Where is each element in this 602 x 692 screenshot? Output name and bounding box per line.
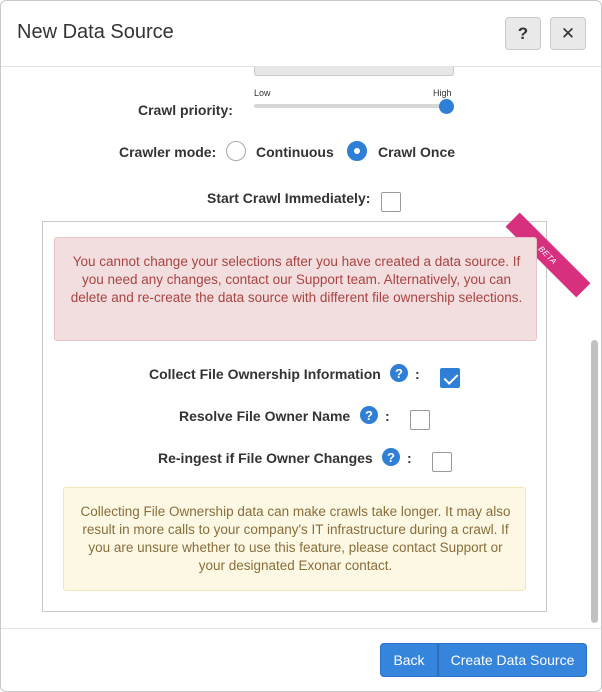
reingest-owner-colon: : (407, 450, 412, 466)
ownership-info-alert (63, 487, 526, 591)
collect-ownership-checkbox[interactable] (440, 368, 460, 388)
start-crawl-label: Start Crawl Immediately: (207, 190, 371, 206)
priority-high-label: High (433, 88, 452, 98)
dialog-body (1, 68, 601, 628)
ownership-warning-alert (54, 237, 537, 341)
reingest-owner-checkbox[interactable] (432, 452, 452, 472)
help-button[interactable]: ? (505, 17, 541, 50)
crawl-priority-label: Crawl priority: (138, 102, 233, 118)
close-button[interactable]: ✕ (550, 17, 586, 50)
previous-field-bottom (254, 66, 454, 76)
crawl-priority-slider[interactable] (254, 104, 447, 108)
dialog-scrollbar[interactable] (591, 340, 598, 623)
file-ownership-panel (42, 221, 560, 612)
start-crawl-checkbox[interactable] (381, 192, 401, 212)
radio-crawl-once-label[interactable]: Crawl Once (378, 144, 456, 160)
crawler-mode-label: Crawler mode: (119, 144, 217, 160)
resolve-owner-label: Resolve File Owner Name (179, 408, 351, 424)
priority-low-label: Low (254, 88, 271, 98)
dialog-header (1, 1, 601, 67)
dialog-footer (1, 628, 601, 692)
resolve-owner-help-icon[interactable]: ? (360, 406, 378, 424)
ownership-info-text: Collecting File Ownership data can make crawls take longer. It may also result in more calls to your company's IT infrastructure during a crawl. If you are unsure whether to use this feature, please contact Support or your designated Exonar contact. (80, 504, 511, 573)
radio-crawl-once[interactable] (347, 141, 367, 161)
reingest-owner-help-icon[interactable]: ? (382, 448, 400, 466)
radio-continuous-label[interactable]: Continuous (256, 144, 334, 160)
crawl-priority-slider-thumb[interactable] (439, 99, 454, 114)
resolve-owner-checkbox[interactable] (410, 410, 430, 430)
radio-continuous[interactable] (226, 141, 246, 161)
resolve-owner-colon: : (385, 408, 390, 424)
collect-ownership-label: Collect File Ownership Information (149, 366, 381, 382)
create-data-source-button[interactable]: Create Data Source (438, 643, 587, 677)
beta-badge: BETA (536, 243, 560, 267)
collect-ownership-help-icon[interactable]: ? (390, 364, 408, 382)
reingest-owner-label: Re-ingest if File Owner Changes (158, 450, 373, 466)
ownership-warning-text: You cannot change your selections after you have created a data source. If you need any changes, contact our Support team. Alternatively, you can delete and re-create the data source with different file ownership selections. (70, 254, 523, 305)
collect-ownership-colon: : (415, 366, 420, 382)
back-button[interactable]: Back (380, 643, 438, 677)
dialog-title: New Data Source (17, 21, 174, 43)
